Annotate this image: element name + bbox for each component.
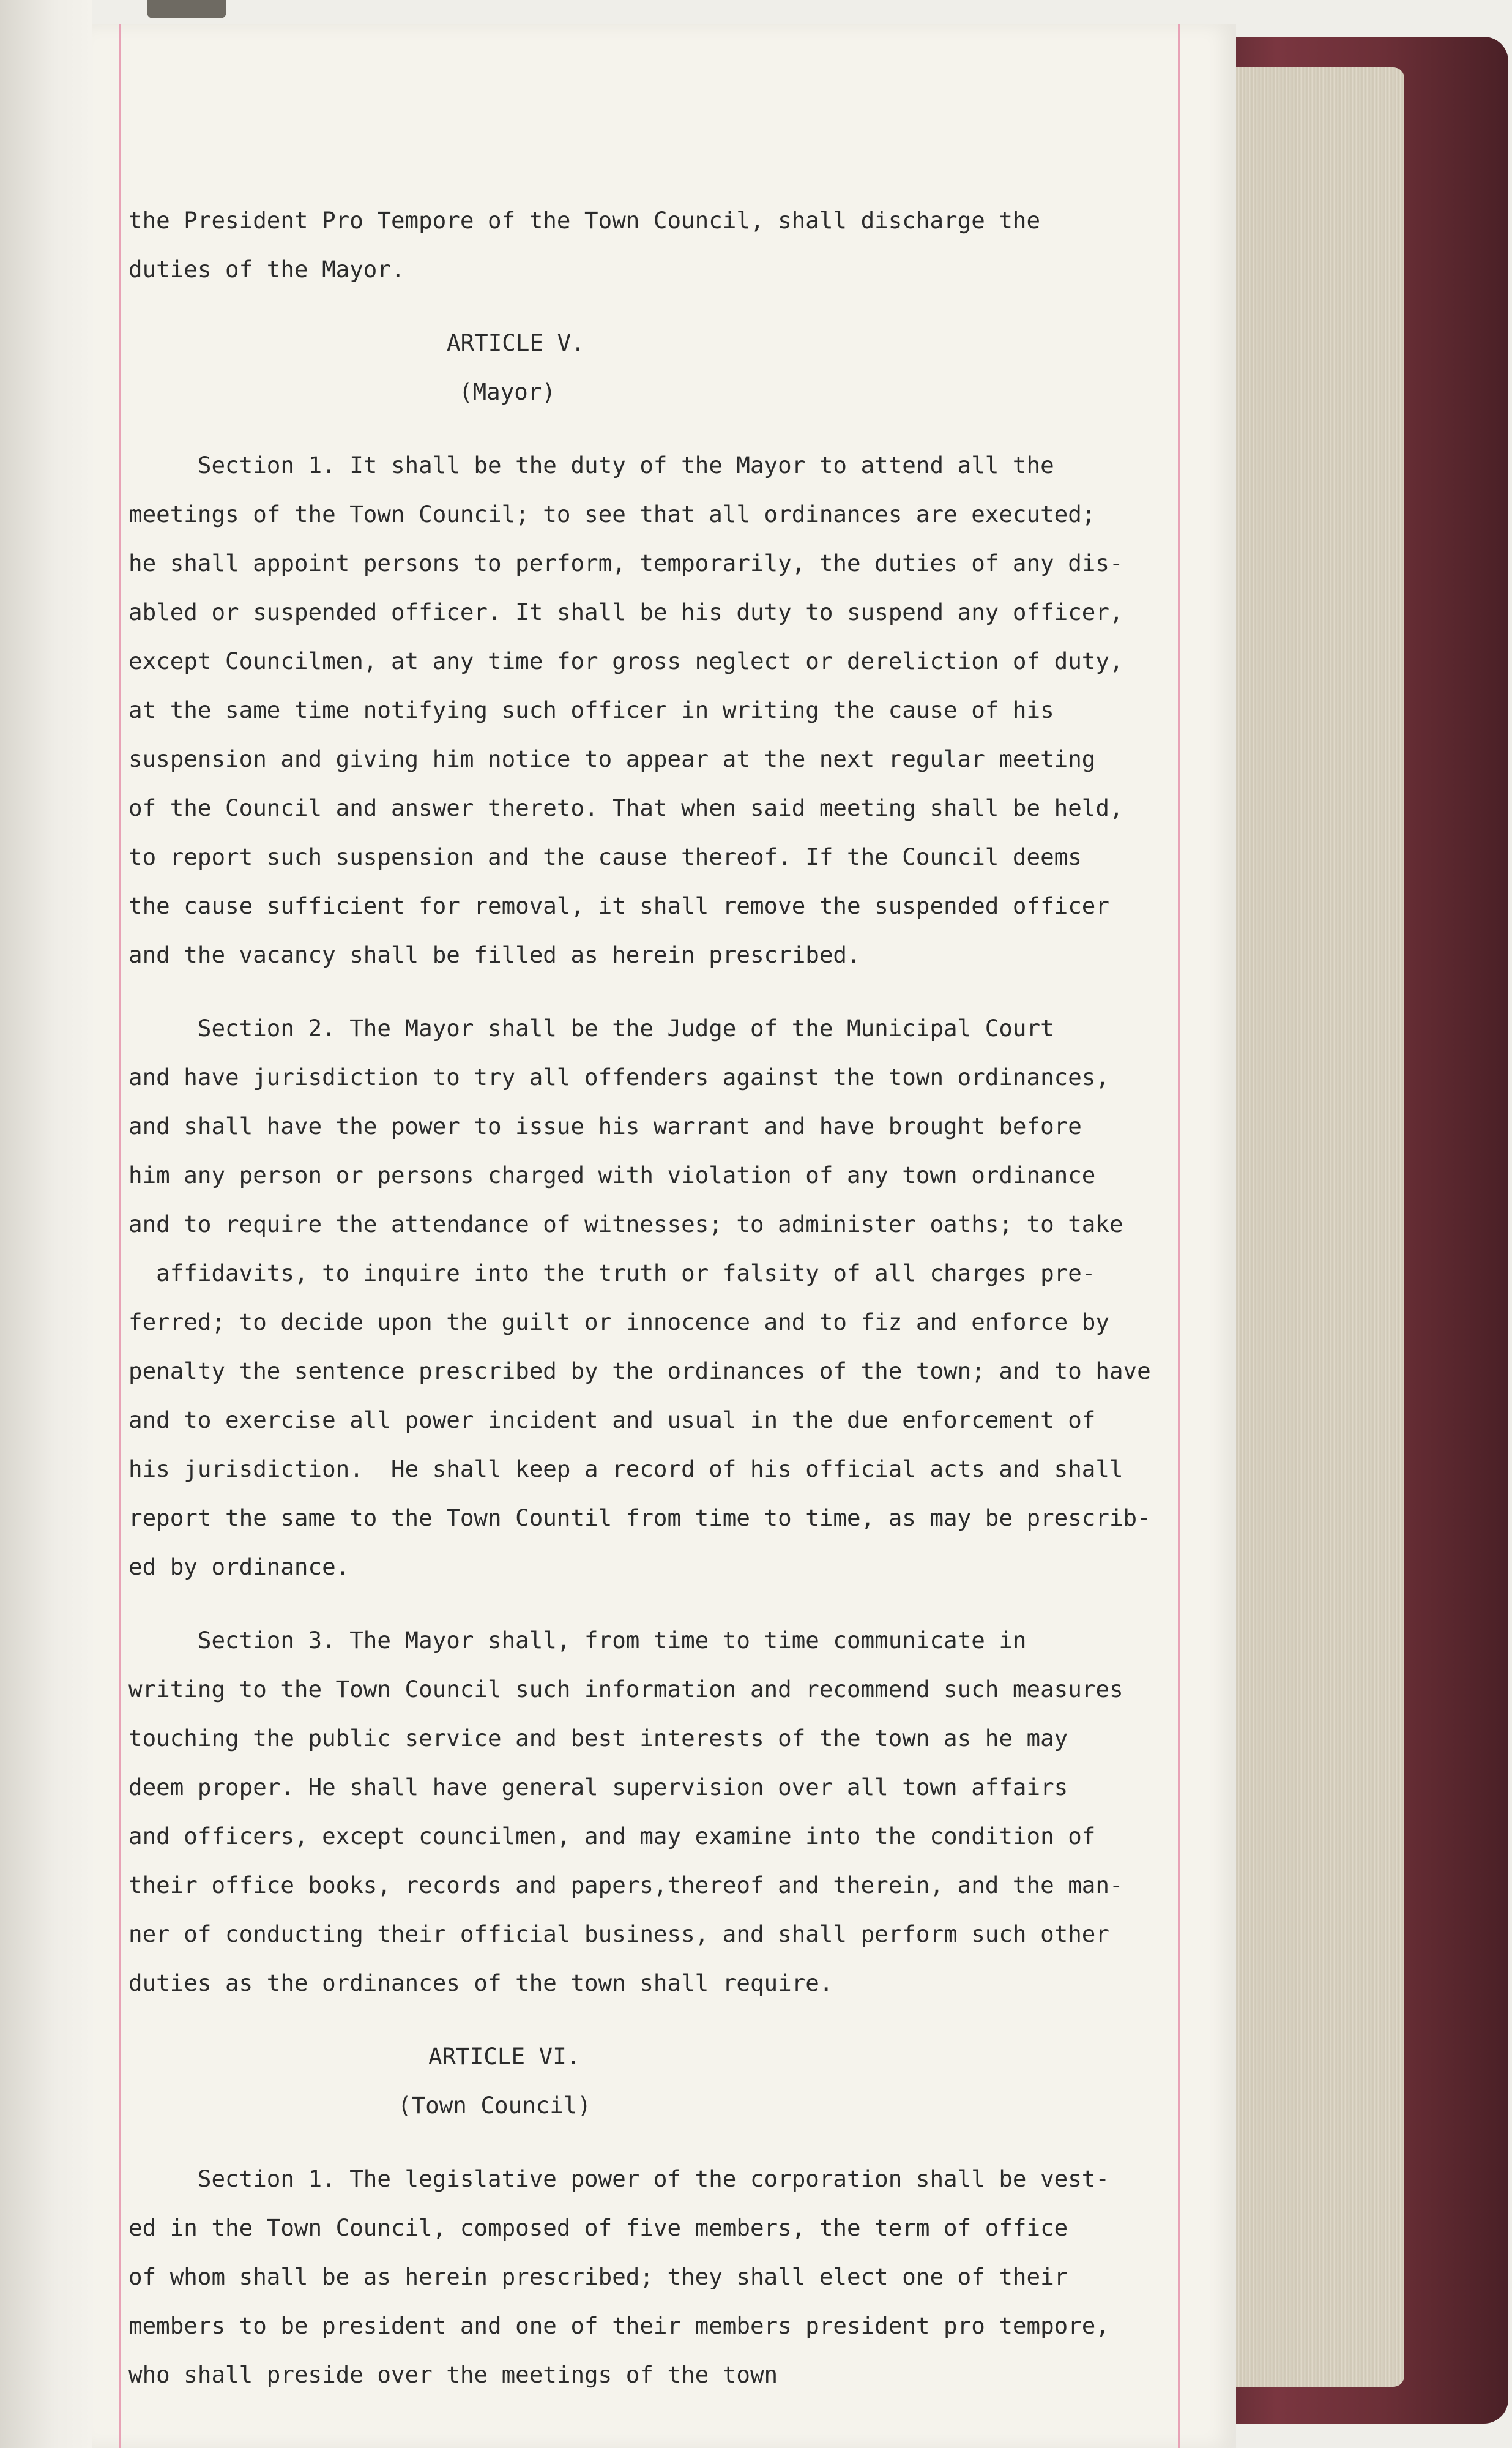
article-heading: (Town Council) <box>398 2092 592 2119</box>
article-heading: (Mayor) <box>459 378 556 405</box>
text-line: the cause sufficient for removal, it shall remove the suspended officer <box>128 892 1109 919</box>
page-edges <box>1221 67 1404 2387</box>
text-line: of whom shall be as herein prescribed; they shall elect one of their <box>128 2263 1068 2290</box>
text-line: duties of the Mayor. <box>128 256 405 283</box>
text-line: ed by ordinance. <box>128 1553 350 1580</box>
text-line: ferred; to decide upon the guilt or innocence and to fiz and enforce by <box>128 1308 1109 1335</box>
left-page-strip <box>0 0 92 2448</box>
typed-text-block <box>128 196 1181 2399</box>
text-line: and the vacancy shall be filled as herein prescribed. <box>128 941 861 968</box>
text-line: him any person or persons charged with violation of any town ordinance <box>128 1162 1096 1189</box>
text-line: Section 2. The Mayor shall be the Judge of the Municipal Court <box>128 1015 1054 1042</box>
text-line: ed in the Town Council, composed of five members, the term of office <box>128 2214 1068 2241</box>
text-line: meetings of the Town Council; to see that all ordinances are executed; <box>128 501 1096 528</box>
text-line: deem proper. He shall have general supervision over all town affairs <box>128 1774 1068 1801</box>
text-line: and shall have the power to issue his warrant and have brought before <box>128 1113 1082 1140</box>
text-line: he shall appoint persons to perform, temporarily, the duties of any dis- <box>128 550 1123 577</box>
ledger-page <box>92 24 1236 2448</box>
text-line: writing to the Town Council such information and recommend such measures <box>128 1676 1123 1703</box>
text-line: to report such suspension and the cause thereof. If the Council deems <box>128 843 1082 870</box>
text-line: abled or suspended officer. It shall be his duty to suspend any officer, <box>128 599 1123 625</box>
text-line: and to exercise all power incident and usual in the due enforcement of <box>128 1406 1096 1433</box>
text-line: their office books, records and papers,thereof and therein, and the man- <box>128 1871 1123 1898</box>
text-line: who shall preside over the meetings of the town <box>128 2361 778 2388</box>
text-line: touching the public service and best interests of the town as he may <box>128 1725 1068 1752</box>
text-line: except Councilmen, at any time for gross neglect or dereliction of duty, <box>128 647 1123 674</box>
paragraph-gap <box>128 1591 1181 1616</box>
text-line: the President Pro Tempore of the Town Council, shall discharge the <box>128 207 1041 234</box>
text-line: penalty the sentence prescribed by the ordinances of the town; and to have <box>128 1357 1151 1384</box>
text-line: and to require the attendance of witnesses; to administer oaths; to take <box>128 1211 1123 1237</box>
text-line: Section 1. The legislative power of the corporation shall be vest- <box>128 2165 1109 2192</box>
binder-clip <box>147 0 226 18</box>
text-line: his jurisdiction. He shall keep a record of his official acts and shall <box>128 1455 1123 1482</box>
paragraph-gap <box>128 979 1181 1004</box>
text-line: at the same time notifying such officer in writing the cause of his <box>128 696 1054 723</box>
article-heading: ARTICLE V. <box>447 329 585 356</box>
text-line: members to be president and one of their members president pro tempore, <box>128 2312 1109 2339</box>
text-line: ner of conducting their official business, and shall perform such other <box>128 1920 1109 1947</box>
text-line: affidavits, to inquire into the truth or falsity of all charges pre- <box>128 1259 1096 1286</box>
left-margin-rule <box>119 24 121 2448</box>
article-heading: ARTICLE VI. <box>428 2043 581 2070</box>
paragraph-gap <box>128 2007 1181 2032</box>
paragraph-gap <box>128 2130 1181 2154</box>
text-line: of the Council and answer thereto. That when said meeting shall be held, <box>128 794 1123 821</box>
text-line: duties as the ordinances of the town shall require. <box>128 1969 833 1996</box>
paragraph-gap <box>128 416 1181 441</box>
text-line: Section 1. It shall be the duty of the Mayor to attend all the <box>128 452 1054 479</box>
paragraph-gap <box>128 294 1181 318</box>
text-line: report the same to the Town Countil from time to time, as may be prescrib- <box>128 1504 1151 1531</box>
text-line: and have jurisdiction to try all offenders against the town ordinances, <box>128 1064 1109 1091</box>
text-line: Section 3. The Mayor shall, from time to time communicate in <box>128 1627 1027 1654</box>
text-line: suspension and giving him notice to appear at the next regular meeting <box>128 745 1096 772</box>
text-line: and officers, except councilmen, and may examine into the condition of <box>128 1823 1096 1849</box>
